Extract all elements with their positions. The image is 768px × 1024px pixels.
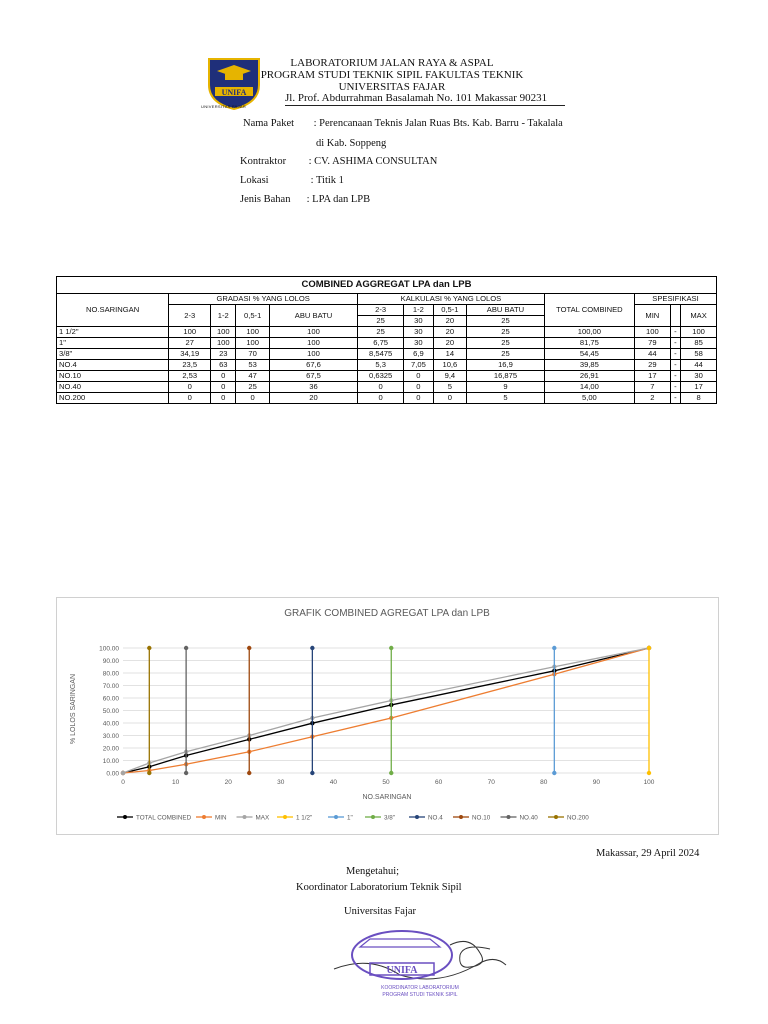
cell-spec-dash: - xyxy=(670,360,680,371)
cell-kalkulasi-1-2: 7,05 xyxy=(404,360,433,371)
legend-item xyxy=(328,814,353,821)
cell-spec-dash: - xyxy=(670,338,680,349)
x-tick-label: 100 xyxy=(643,779,655,786)
cell-saringan: NO.4 xyxy=(57,360,169,371)
cell-gradasi-2-3: 23,5 xyxy=(169,360,211,371)
table-row xyxy=(57,338,717,349)
legend-marker xyxy=(243,815,247,819)
cell-gradasi-2-3: 0 xyxy=(169,393,211,404)
nama-paket-label: Nama Paket xyxy=(243,118,295,129)
cell-kalkulasi-0-5-1: 20 xyxy=(433,338,467,349)
university-signature-line: Universitas Fajar xyxy=(344,906,417,917)
nama-paket-value-2: di Kab. Soppeng xyxy=(316,138,387,149)
cell-gradasi-2-3: 0 xyxy=(169,382,211,393)
cell-gradasi-abu-batu: 36 xyxy=(269,382,357,393)
legend-label: TOTAL COMBINED xyxy=(136,814,192,822)
cell-gradasi-abu-batu: 100 xyxy=(269,327,357,338)
cell-gradasi-0-5-1: 0 xyxy=(236,393,270,404)
x-tick-label: 70 xyxy=(487,779,495,786)
kalkulasi-sub-header: 1-2 xyxy=(404,305,433,316)
cell-saringan: NO.200 xyxy=(57,393,169,404)
kontraktor-label: Kontraktor xyxy=(240,156,287,167)
y-tick-label: 0.00 xyxy=(106,770,119,778)
cell-total-combined: 39,85 xyxy=(544,360,634,371)
cell-spec-min: 79 xyxy=(635,338,671,349)
cell-gradasi-0-5-1: 25 xyxy=(236,382,270,393)
cell-saringan: 1 1/2" xyxy=(57,327,169,338)
cell-spec-min: 17 xyxy=(635,371,671,382)
col-header-kalkulasi: KALKULASI % YANG LOLOS xyxy=(358,294,545,305)
x-tick-label: 90 xyxy=(592,779,601,786)
legend-item xyxy=(501,814,539,821)
x-tick-label: 60 xyxy=(434,779,443,786)
cell-total-combined: 5,00 xyxy=(544,393,634,404)
nama-paket-value: : Perencanaan Teknis Jalan Ruas Bts. Kab. Barru - Takalala xyxy=(313,118,563,129)
legend-item xyxy=(409,814,443,821)
lab-name: LABORATORIUM JALAN RAYA & ASPAL xyxy=(290,57,494,69)
y-tick-label: 80.00 xyxy=(102,670,119,678)
chart-canvas xyxy=(57,598,718,834)
cell-kalkulasi-abu-batu: 16,875 xyxy=(467,371,545,382)
cell-kalkulasi-0-5-1: 9,4 xyxy=(433,371,467,382)
data-point xyxy=(247,771,251,775)
legend-marker xyxy=(123,815,127,819)
col-header-gradasi: GRADASI % YANG LOLOS xyxy=(169,294,358,305)
cell-saringan: 1" xyxy=(57,338,169,349)
cell-gradasi-1-2: 0 xyxy=(211,393,236,404)
data-point xyxy=(184,646,188,650)
kalkulasi-sub-header: 0,5-1 xyxy=(433,305,467,316)
legend-item xyxy=(548,814,589,821)
legend-label: 1" xyxy=(347,814,353,822)
table-row xyxy=(57,371,717,382)
cell-spec-min: 2 xyxy=(635,393,671,404)
cell-spec-max: 8 xyxy=(681,393,717,404)
cell-saringan: NO.40 xyxy=(57,382,169,393)
table-title: COMBINED AGGREGAT LPA dan LPB xyxy=(57,277,717,294)
gradasi-sub-header: 1-2 xyxy=(211,305,236,327)
cell-kalkulasi-abu-batu: 25 xyxy=(467,327,545,338)
cell-kalkulasi-2-3: 25 xyxy=(358,327,404,338)
legend-item xyxy=(277,814,312,821)
cell-kalkulasi-abu-batu: 9 xyxy=(467,382,545,393)
kalkulasi-sub-header: ABU BATU xyxy=(467,305,545,316)
legend-label: NO.4 xyxy=(428,814,443,822)
legend-item xyxy=(196,814,227,821)
cell-kalkulasi-0-5-1: 14 xyxy=(433,349,467,360)
cell-kalkulasi-0-5-1: 10,6 xyxy=(433,360,467,371)
data-point xyxy=(184,771,188,775)
legend-label: 3/8" xyxy=(384,814,395,822)
legend-label: MAX xyxy=(255,814,270,822)
cell-gradasi-1-2: 100 xyxy=(211,338,236,349)
cell-gradasi-0-5-1: 47 xyxy=(236,371,270,382)
cell-kalkulasi-0-5-1: 5 xyxy=(433,382,467,393)
cell-saringan: NO.10 xyxy=(57,371,169,382)
data-point xyxy=(147,646,151,650)
cell-gradasi-1-2: 63 xyxy=(211,360,236,371)
cell-gradasi-2-3: 34,19 xyxy=(169,349,211,360)
cell-total-combined: 26,91 xyxy=(544,371,634,382)
y-tick-label: 100.00 xyxy=(99,645,119,653)
legend-item xyxy=(365,814,395,821)
table-row xyxy=(57,327,717,338)
cell-spec-dash: - xyxy=(670,349,680,360)
cell-spec-min: 29 xyxy=(635,360,671,371)
max-header: MAX xyxy=(681,305,717,327)
legend-item xyxy=(237,814,270,821)
cell-total-combined: 54,45 xyxy=(544,349,634,360)
table-row xyxy=(57,393,717,404)
x-tick-label: 30 xyxy=(277,779,285,786)
legend-marker xyxy=(371,815,375,819)
chart-title: GRAFIK COMBINED AGREGAT LPA dan LPB xyxy=(284,608,490,619)
jenis-bahan-value: : LPA dan LPB xyxy=(306,194,371,205)
y-tick-label: 20.00 xyxy=(102,745,119,753)
data-point xyxy=(552,646,556,650)
cell-kalkulasi-2-3: 0 xyxy=(358,393,404,404)
y-tick-label: 70.00 xyxy=(102,683,119,690)
cell-gradasi-abu-batu: 100 xyxy=(269,338,357,349)
legend-item xyxy=(453,814,491,821)
x-tick-label: 10 xyxy=(171,779,180,786)
svg-text:UNIFA: UNIFA xyxy=(221,88,247,97)
legend-marker xyxy=(507,815,511,819)
spec-gap-header xyxy=(670,305,680,327)
cell-gradasi-abu-batu: 100 xyxy=(269,349,357,360)
data-point xyxy=(147,771,151,775)
col-header-saringan: NO.SARINGAN xyxy=(57,294,169,327)
data-point xyxy=(389,771,393,775)
cell-kalkulasi-abu-batu: 25 xyxy=(467,338,545,349)
y-tick-label: 60.00 xyxy=(102,695,119,703)
lokasi-row xyxy=(240,175,344,187)
cell-spec-max: 100 xyxy=(681,327,717,338)
gradasi-sub-header: 0,5-1 xyxy=(236,305,270,327)
min-header: MIN xyxy=(635,305,671,327)
kalkulasi-sub-header: 2-3 xyxy=(358,305,404,316)
legend-marker xyxy=(202,815,206,819)
data-point xyxy=(552,771,556,775)
cell-gradasi-0-5-1: 100 xyxy=(236,327,270,338)
y-tick-label: 90.00 xyxy=(102,658,119,665)
svg-text:PROGRAM STUDI TEKNIK SIPIL: PROGRAM STUDI TEKNIK SIPIL xyxy=(382,992,458,998)
data-point xyxy=(647,771,651,775)
cell-saringan: 3/8" xyxy=(57,349,169,360)
table-row xyxy=(57,382,717,393)
cell-kalkulasi-1-2: 0 xyxy=(404,371,433,382)
cell-kalkulasi-abu-batu: 5 xyxy=(467,393,545,404)
cell-kalkulasi-1-2: 0 xyxy=(404,393,433,404)
cell-gradasi-0-5-1: 53 xyxy=(236,360,270,371)
kalkulasi-percent: 30 xyxy=(404,316,433,327)
cell-spec-min: 100 xyxy=(635,327,671,338)
cell-kalkulasi-1-2: 0 xyxy=(404,382,433,393)
data-point xyxy=(310,771,314,775)
chart-x-label: NO.SARINGAN xyxy=(362,794,412,801)
col-header-total: TOTAL COMBINED xyxy=(544,294,634,327)
cell-gradasi-2-3: 100 xyxy=(169,327,211,338)
col-header-spesifikasi: SPESIFIKASI xyxy=(635,294,717,305)
y-tick-label: 40.00 xyxy=(102,720,119,728)
cell-kalkulasi-abu-batu: 25 xyxy=(467,349,545,360)
cell-spec-dash: - xyxy=(670,371,680,382)
cell-spec-dash: - xyxy=(670,327,680,338)
data-point xyxy=(389,646,393,650)
x-tick-label: 20 xyxy=(224,779,232,786)
legend-label: NO.200 xyxy=(567,814,589,822)
cell-gradasi-1-2: 100 xyxy=(211,327,236,338)
cell-gradasi-2-3: 2,53 xyxy=(169,371,211,382)
y-tick-label: 30.00 xyxy=(102,733,119,740)
cell-total-combined: 81,75 xyxy=(544,338,634,349)
legend-item xyxy=(117,814,192,821)
cell-kalkulasi-2-3: 5,3 xyxy=(358,360,404,371)
cell-kalkulasi-abu-batu: 16,9 xyxy=(467,360,545,371)
cell-kalkulasi-2-3: 0 xyxy=(358,382,404,393)
cell-spec-max: 17 xyxy=(681,382,717,393)
nama-paket-row xyxy=(243,118,563,130)
jenis-bahan-label: Jenis Bahan xyxy=(240,194,291,205)
svg-text:UNIFA: UNIFA xyxy=(386,965,418,976)
kalkulasi-percent: 25 xyxy=(467,316,545,327)
data-point xyxy=(247,646,251,650)
cell-kalkulasi-0-5-1: 20 xyxy=(433,327,467,338)
kontraktor-value: : CV. ASHIMA CONSULTAN xyxy=(308,156,438,167)
cell-gradasi-2-3: 27 xyxy=(169,338,211,349)
cell-kalkulasi-1-2: 30 xyxy=(404,327,433,338)
data-point xyxy=(310,646,314,650)
jenis-bahan-row xyxy=(240,194,370,206)
koordinator-title: Koordinator Laboratorium Teknik Sipil xyxy=(296,882,462,893)
cell-spec-max: 30 xyxy=(681,371,717,382)
cell-spec-min: 44 xyxy=(635,349,671,360)
y-tick-label: 50.00 xyxy=(102,708,119,715)
document-date: Makassar, 29 April 2024 xyxy=(596,848,700,859)
kalkulasi-percent: 20 xyxy=(433,316,467,327)
cell-gradasi-1-2: 0 xyxy=(211,382,236,393)
legend-marker xyxy=(334,815,338,819)
cell-gradasi-abu-batu: 20 xyxy=(269,393,357,404)
signature-stamp xyxy=(330,925,510,1005)
cell-spec-max: 58 xyxy=(681,349,717,360)
logo-caption: UNIVERSITAS FAJAR xyxy=(201,104,247,109)
program-name: PROGRAM STUDI TEKNIK SIPIL FAKULTAS TEKNIK xyxy=(260,69,524,81)
y-tick-label: 10.00 xyxy=(102,758,119,765)
legend-label: MIN xyxy=(215,814,227,822)
cell-gradasi-abu-batu: 67,5 xyxy=(269,371,357,382)
combined-aggregate-chart xyxy=(56,597,719,835)
legend-label: NO.40 xyxy=(519,814,538,822)
cell-gradasi-0-5-1: 70 xyxy=(236,349,270,360)
kontraktor-row xyxy=(240,156,437,168)
combined-aggregate-table xyxy=(56,276,717,404)
cell-total-combined: 100,00 xyxy=(544,327,634,338)
cell-kalkulasi-2-3: 0,6325 xyxy=(358,371,404,382)
address: Jl. Prof. Abdurrahman Basalamah No. 101 Makassar 90231 xyxy=(285,92,565,106)
cell-kalkulasi-0-5-1: 0 xyxy=(433,393,467,404)
cell-spec-min: 7 xyxy=(635,382,671,393)
data-point xyxy=(647,646,651,650)
svg-text:KOORDINATOR LABORATORIUM: KOORDINATOR LABORATORIUM xyxy=(381,985,459,991)
cell-gradasi-1-2: 23 xyxy=(211,349,236,360)
legend-marker xyxy=(459,815,463,819)
table-row xyxy=(57,349,717,360)
gradasi-sub-header: 2-3 xyxy=(169,305,211,327)
x-tick-label: 80 xyxy=(540,779,548,786)
legend-marker xyxy=(415,815,419,819)
legend-marker xyxy=(554,815,558,819)
cell-spec-max: 85 xyxy=(681,338,717,349)
kalkulasi-percent: 25 xyxy=(358,316,404,327)
data-point xyxy=(121,771,125,775)
cell-spec-max: 44 xyxy=(681,360,717,371)
table-row xyxy=(57,360,717,371)
cell-gradasi-1-2: 0 xyxy=(211,371,236,382)
cell-spec-dash: - xyxy=(670,382,680,393)
gradasi-sub-header: ABU BATU xyxy=(269,305,357,327)
cell-total-combined: 14,00 xyxy=(544,382,634,393)
x-tick-label: 50 xyxy=(382,779,390,786)
cell-spec-dash: - xyxy=(670,393,680,404)
lokasi-label: Lokasi xyxy=(240,175,269,186)
cell-kalkulasi-2-3: 8,5475 xyxy=(358,349,404,360)
cell-gradasi-0-5-1: 100 xyxy=(236,338,270,349)
lokasi-value: : Titik 1 xyxy=(310,175,344,186)
x-tick-label: 0 xyxy=(121,779,125,786)
chart-y-label: % LOLOS SARINGAN xyxy=(70,673,77,745)
cell-kalkulasi-1-2: 30 xyxy=(404,338,433,349)
legend-label: NO.10 xyxy=(472,814,491,822)
university-name: UNIVERSITAS FAJAR xyxy=(338,81,446,93)
cell-kalkulasi-1-2: 6,9 xyxy=(404,349,433,360)
legend-marker xyxy=(283,815,287,819)
x-tick-label: 40 xyxy=(329,779,338,786)
cell-kalkulasi-2-3: 6,75 xyxy=(358,338,404,349)
legend-label: 1 1/2" xyxy=(296,814,313,822)
cell-gradasi-abu-batu: 67,6 xyxy=(269,360,357,371)
mengetahui-label: Mengetahui; xyxy=(346,866,400,877)
